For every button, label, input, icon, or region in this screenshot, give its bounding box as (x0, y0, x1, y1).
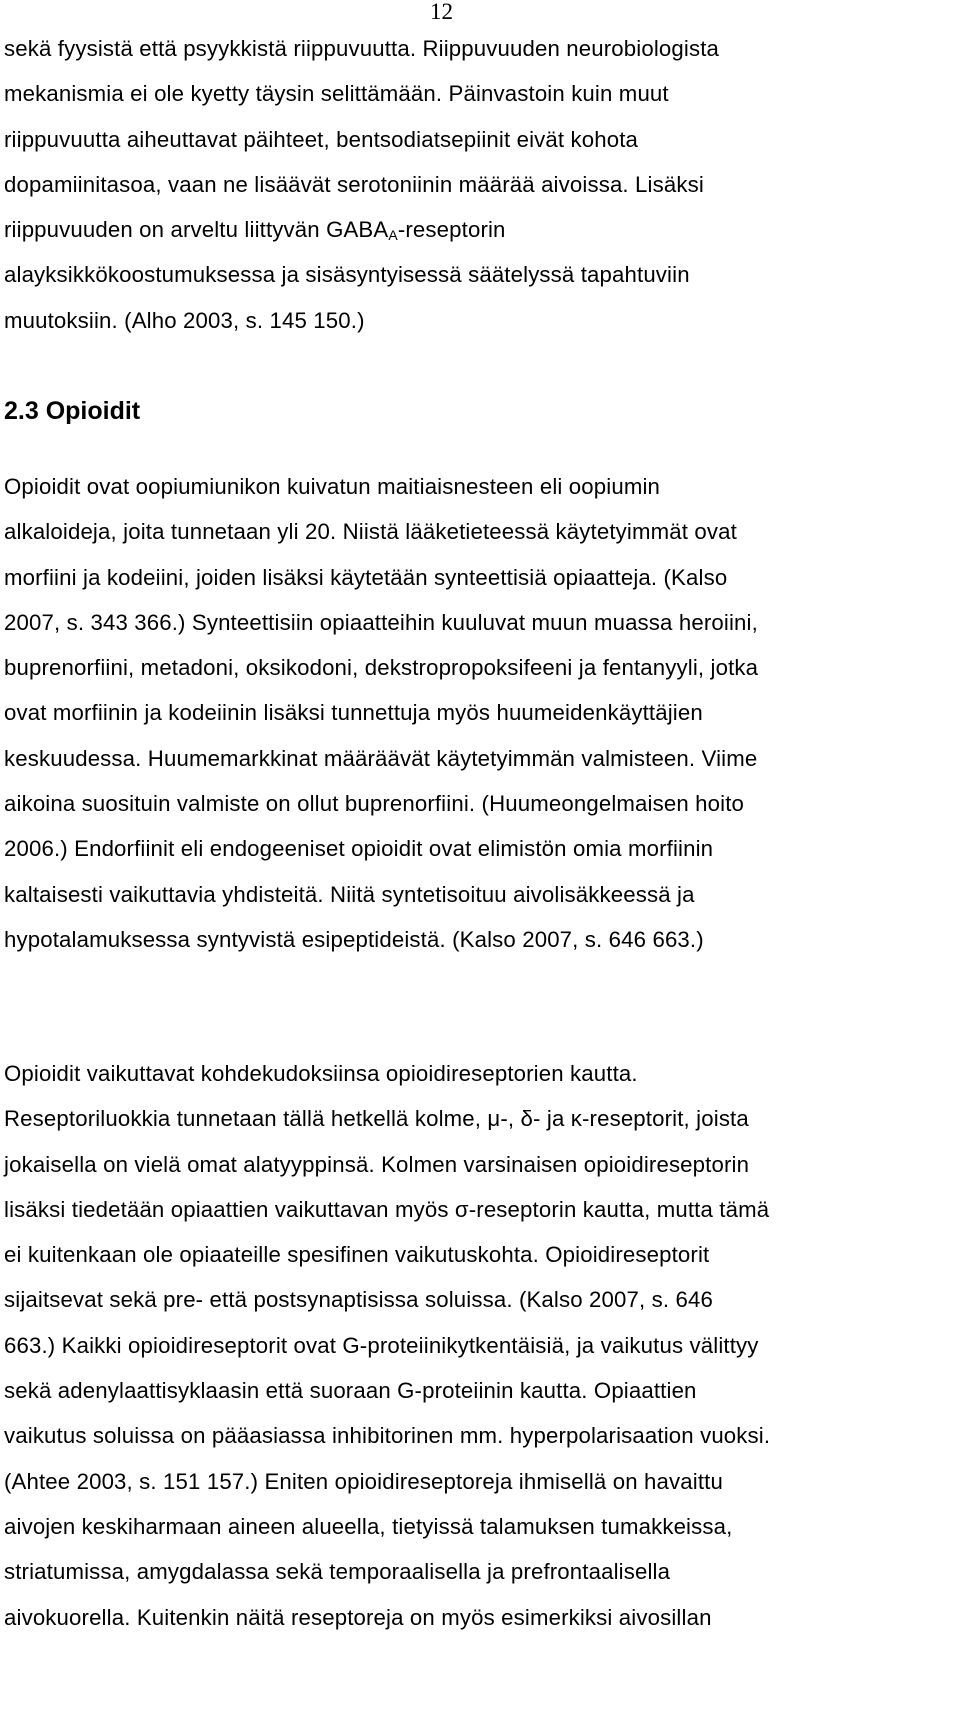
page-number: 12 (430, 0, 453, 24)
text-line: hypotalamuksessa syntyvistä esipeptideistä. (Kalso 2007, s. 646 663.) (4, 926, 704, 952)
text-line: 2007, s. 343 366.) Synteettisiin opiaatteihin kuuluvat muun muassa heroiini, (4, 609, 758, 635)
paragraph-addiction-mechanism (4, 26, 960, 343)
text-line: mekanismia ei ole kyetty täysin selittämään. Päinvastoin kuin muut (4, 81, 669, 107)
text-fragment: riippuvuuden on arveltu liittyvän GABA (4, 217, 389, 243)
text-line: ei kuitenkaan ole opiaateille spesifinen vaikutuskohta. Opioidireseptorit (4, 1242, 710, 1268)
text-line: dopamiinitasoa, vaan ne lisäävät serotoniinin määrää aivoissa. Lisäksi (4, 171, 704, 197)
text-line: vaikutus soluissa on pääasiassa inhibitorinen mm. hyperpolarisaation vuoksi. (4, 1423, 771, 1449)
subscript: A (388, 227, 398, 244)
text-line: kaltaisesti vaikuttavia yhdisteitä. Niitä syntetisoituu aivolisäkkeessä ja (4, 881, 695, 907)
text-line: morfiini ja kodeiini, joiden lisäksi käytetään synteettisiä opiaatteja. (Kalso (4, 564, 728, 590)
paragraph-opioid-receptors (4, 1051, 960, 1640)
text-line: alkaloideja, joita tunnetaan yli 20. Niistä lääketieteessä käytetyimmät ovat (4, 519, 737, 545)
text-line: alayksikkökoostumuksessa ja sisäsyntyisessä säätelyssä tapahtuviin (4, 262, 690, 288)
text-line: Reseptoriluokkia tunnetaan tällä hetkellä kolme, μ-, δ- ja κ-reseptorit, joista (4, 1106, 749, 1132)
text-line: aivokuorella. Kuitenkin näitä reseptoreja on myös esimerkiksi aivosillan (4, 1604, 712, 1630)
text-line: buprenorfiini, metadoni, oksikodoni, dekstropropoksifeeni ja fentanyyli, jotka (4, 655, 759, 681)
text-line (4, 207, 960, 252)
text-line: lisäksi tiedetään opiaattien vaikuttavan myös σ-reseptorin kautta, mutta tämä (4, 1196, 770, 1222)
text-line: riippuvuutta aiheuttavat päihteet, bentsodiatsepiinit eivät kohota (4, 126, 639, 152)
text-line: (Ahtee 2003, s. 151 157.) Eniten opioidireseptoreja ihmisellä on havaittu (4, 1468, 723, 1494)
text-line: keskuudessa. Huumemarkkinat määräävät käytetyimmän valmisteen. Viime (4, 745, 758, 771)
text-line: 663.) Kaikki opioidireseptorit ovat G-proteiinikytkentäisiä, ja vaikutus välittyy (4, 1332, 759, 1358)
text-fragment: -reseptorin (397, 217, 506, 243)
text-line: sekä adenylaattisyklaasin että suoraan G-proteiinin kautta. Opiaattien (4, 1378, 697, 1404)
section-heading: 2.3 Opioidit (4, 397, 141, 425)
text-line: muutoksiin. (Alho 2003, s. 145 150.) (4, 307, 365, 333)
paragraph-opioids-intro (4, 464, 960, 962)
text-line: 2006.) Endorfiinit eli endogeeniset opioidit ovat elimistön omia morfiinin (4, 836, 714, 862)
text-line: ovat morfiinin ja kodeiinin lisäksi tunnettuja myös huumeidenkäyttäjien (4, 700, 703, 726)
text-line: aivojen keskiharmaan aineen alueella, tietyissä talamuksen tumakkeissa, (4, 1513, 733, 1539)
text-line: sekä fyysistä että psyykkistä riippuvuutta. Riippuvuuden neurobiologista (4, 36, 720, 61)
text-line: Opioidit vaikuttavat kohdekudoksiinsa opioidireseptorien kautta. (4, 1061, 638, 1086)
text-line: striatumissa, amygdalassa sekä temporaalisella ja prefrontaalisella (4, 1559, 671, 1585)
text-line: Opioidit ovat oopiumiunikon kuivatun maitiaisnesteen eli oopiumin (4, 474, 661, 499)
text-line: aikoina suosituin valmiste on ollut buprenorfiini. (Huumeongelmaisen hoito (4, 791, 744, 817)
text-line: sijaitsevat sekä pre- että postsynaptisissa soluissa. (Kalso 2007, s. 646 (4, 1287, 713, 1313)
text-line: jokaisella on vielä omat alatyyppinsä. Kolmen varsinaisen opioidireseptorin (4, 1151, 750, 1177)
